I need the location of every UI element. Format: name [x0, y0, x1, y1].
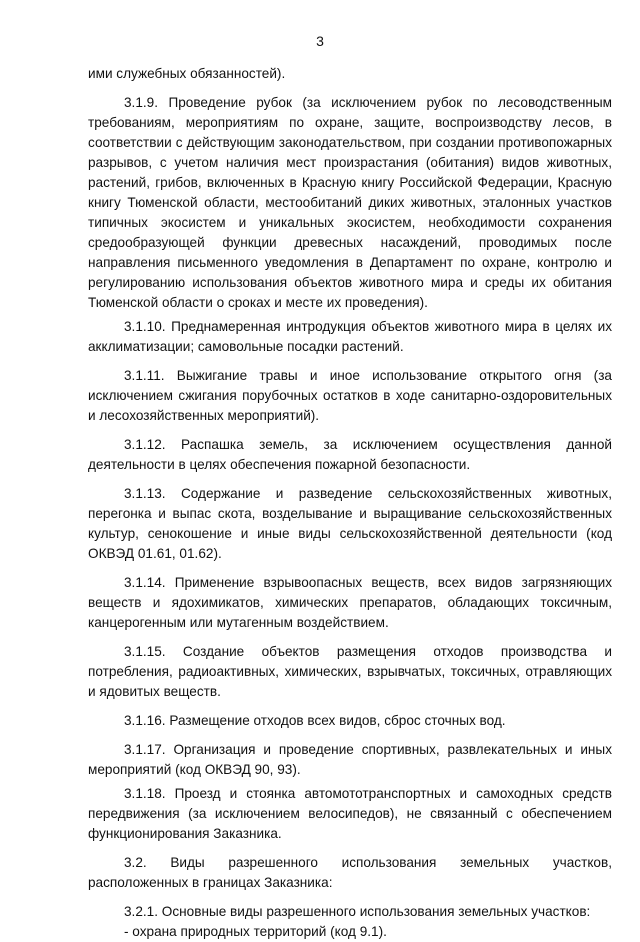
paragraph-3-1-13: 3.1.13. Содержание и разведение сельскохозяйственных животных, перегонка и выпас скота, возделывание и выращивание сельскохозяйственных культур, сенокошение и иные виды сельскохозяйственной деятельности (код ОКВЭД 01.61, 01.62).: [88, 486, 612, 561]
list-item-nature-protection: - охрана природных территорий (код 9.1).: [124, 924, 387, 939]
page-number: 3: [316, 33, 324, 49]
paragraph-3-1-15: 3.1.15. Создание объектов размещения отходов производства и потребления, радиоактивных, химических, взрывчатых, токсичных, отравляющих и ядовитых веществ.: [88, 644, 612, 699]
paragraph-3-1-17: 3.1.17. Организация и проведение спортивных, развлекательных и иных мероприятий (код ОКВЭД 90, 93).: [88, 742, 612, 777]
paragraph-continuation: ими служебных обязанностей).: [88, 66, 286, 81]
paragraph-3-1-11: 3.1.11. Выжигание травы и иное использование открытого огня (за исключением сжигания порубочных остатков в ходе санитарно-оздоровительных и лесохозяйственных мероприятий).: [88, 368, 612, 423]
paragraph-3-2: 3.2. Виды разрешенного использования земельных участков, расположенных в границах Заказника:: [88, 855, 612, 890]
paragraph-3-1-12: 3.1.12. Распашка земель, за исключением осуществления данной деятельности в целях обеспечения пожарной безопасности.: [88, 437, 612, 472]
paragraph-3-1-10: 3.1.10. Преднамеренная интродукция объектов животного мира в целях их акклиматизации; самовольные посадки растений.: [88, 319, 612, 354]
paragraph-3-2-1: 3.2.1. Основные виды разрешенного использования земельных участков:: [124, 904, 591, 919]
paragraph-3-1-9: 3.1.9. Проведение рубок (за исключением рубок по лесоводственным требованиям, мероприятиям по охране, защите, воспроизводству лесов, в соответствии с действующим законодательством, при создании противопожарных разрывов, с учетом наличия мест произрастания (обитания) видов животных, растений, грибов, включенных в Красную книгу Российской Федерации, Красную книгу Тюменской области, местообитаний диких животных, эталонных участков типичных экосистем и уникальных экосистем, необходимости сохранения средообразующей функции древесных насаждений, проводимых после направления письменного уведомления в Департамент по охране, контролю и регулированию использования объектов животного мира и среды их обитания Тюменской области о сроках и месте их проведения).: [88, 95, 612, 310]
document-body: [88, 64, 612, 942]
paragraph-3-1-14: 3.1.14. Применение взрывоопасных веществ, всех видов загрязняющих веществ и ядохимикатов, химических препаратов, обладающих токсичным, канцерогенным или мутагенным воздействием.: [88, 575, 612, 630]
paragraph-3-1-18: 3.1.18. Проезд и стоянка автомототранспортных и самоходных средств передвижения (за исключением велосипедов), не связанный с обеспечением функционирования Заказника.: [88, 786, 612, 841]
paragraph-3-1-16: 3.1.16. Размещение отходов всех видов, сброс сточных вод.: [124, 713, 506, 728]
